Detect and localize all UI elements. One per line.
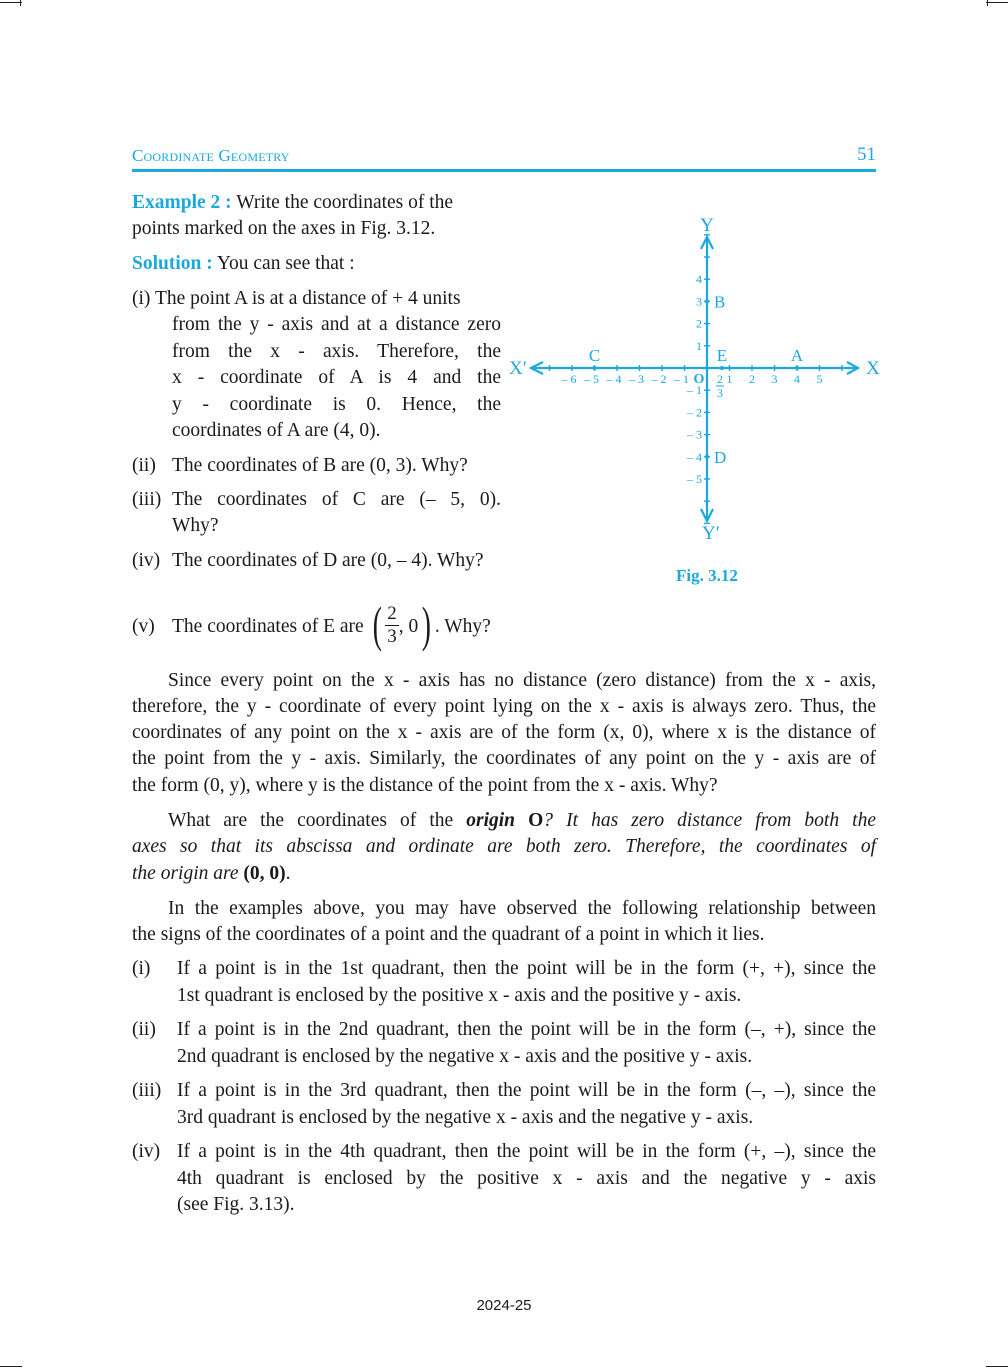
figure-caption: Fig. 3.12 (676, 566, 738, 585)
quadrant-item-marker: (iv) (132, 1141, 161, 1162)
point-b (705, 299, 709, 303)
x-tick-label: – 2 (651, 372, 667, 386)
item-ii-marker: (ii) (132, 455, 156, 476)
right-paren: ) (421, 595, 432, 652)
crop-mark (0, 2, 22, 3)
crop-mark (986, 2, 1008, 3)
quadrant-item-line1: If a point is in the 1st quadrant, then the point will be in the form (+, +), since the (177, 958, 876, 979)
example-line-1 (132, 190, 453, 217)
period: . (285, 863, 291, 884)
y-tick-label: – 3 (687, 427, 702, 442)
item-iv-text: The coordinates of D are (0, – 4). Why? (172, 550, 484, 571)
item-v-line (172, 597, 491, 657)
fraction-numerator: 2 (387, 603, 397, 625)
quadrant-item-line1: If a point is in the 3rd quadrant, then the point will be in the form (–, –), since the (177, 1080, 876, 1101)
origin-coordinates: (0, 0) (243, 863, 286, 884)
footer-year: 2024-25 (476, 1297, 532, 1314)
para2-line-1 (168, 808, 876, 835)
quadrant-item-line3: (see Fig. 3.13). (177, 1194, 295, 1215)
item-v-second-coord: , 0 (398, 616, 419, 637)
x-tick-label: – 6 (561, 372, 577, 386)
y-tick-label: – 2 (687, 405, 702, 420)
item-v-tail: . Why? (434, 616, 491, 637)
axis-label-x: X (866, 358, 880, 379)
item-iv-marker: (iv) (132, 550, 161, 571)
item-i-marker: (i) (132, 288, 151, 309)
para2-lead: What are the coordinates of the (168, 810, 454, 831)
solution-line (132, 251, 355, 278)
solution-label: Solution : (132, 253, 213, 274)
x-tick-label: 1 (726, 372, 733, 386)
para1-line: the form (0, y), where y is the distance of the point from the x - axis. Why? (132, 775, 718, 796)
point-a (795, 366, 799, 370)
quadrant-item-line2: 3rd quadrant is enclosed by the negative x - axis and the negative y - axis. (177, 1106, 754, 1128)
para2-italic: ? It has zero distance from both the (543, 810, 876, 831)
point-label-a: A (790, 346, 804, 365)
para2-line2-text: axes so that its abscissa and ordinate are both zero. Therefore, the coordinates of (132, 836, 876, 857)
quadrant-item-line2: 4th quadrant is enclosed by the positive x - axis and the negative y - axis (177, 1167, 876, 1189)
left-paren: ( (372, 595, 382, 652)
crop-mark (0, 1366, 22, 1367)
y-tick-label: 1 (696, 338, 702, 353)
quadrant-item-line2: 2nd quadrant is enclosed by the negative x - axis and the positive y - axis. (177, 1045, 753, 1067)
item-i-line-5: y - coordinate is 0. Hence, the (172, 394, 501, 415)
quadrant-item-line1: If a point is in the 2nd quadrant, then the point will be in the form (–, +), since the (177, 1019, 876, 1040)
point-d (705, 455, 709, 459)
para1-line: Since every point on the x - axis has no distance (zero distance) from the x - axis, (168, 670, 876, 691)
origin-letter: O (528, 810, 544, 831)
example-label: Example 2 : (132, 192, 232, 213)
axis-label-x-neg: X′ (509, 358, 527, 379)
item-v-marker: (v) (132, 616, 155, 637)
axis-label-y-neg: Y′ (702, 523, 720, 544)
origin-word: origin (466, 810, 516, 831)
x-tick-label: – 1 (674, 372, 689, 386)
example-prompt: Write the coordinates of the (236, 192, 454, 213)
x-tick-label: 5 (816, 372, 823, 386)
item-i-line-1 (132, 286, 461, 313)
x-tick-label: 4 (794, 372, 800, 386)
e-fraction-num: 2 (717, 372, 723, 386)
figure-3-12 (500, 205, 890, 550)
crop-mark (986, 1366, 1008, 1367)
para1-line: the point from the y - axis. Similarly, the coordinates of any point on the y - axis are of (132, 748, 876, 769)
e-fraction-den: 3 (717, 386, 723, 400)
item-ii-text: The coordinates of B are (0, 3). Why? (172, 455, 468, 476)
quadrant-item-line2: 1st quadrant is enclosed by the positive x - axis and the positive y - axis. (177, 984, 742, 1006)
para2-line-3 (132, 861, 291, 888)
para2-line3-italic: the origin are (132, 863, 239, 884)
item-i-line-2: from the y - axis and at a distance zero (172, 314, 501, 335)
y-tick-label: 4 (696, 272, 702, 287)
para3-line-2: the signs of the coordinates of a point and the quadrant of a point in which it lies. (132, 924, 765, 945)
point-e (720, 366, 724, 370)
solution-intro: You can see that : (216, 253, 355, 274)
para1-line: therefore, the y - coordinate of every point lying on the x - axis is always zero. Thus, the (132, 696, 876, 717)
y-tick-label: 2 (696, 316, 702, 331)
quadrant-item-marker: (i) (132, 958, 151, 979)
y-tick-label: – 1 (687, 383, 702, 398)
item-v-text: The coordinates of E are (172, 616, 364, 637)
item-i-line-6: coordinates of A are (4, 0). (172, 420, 381, 441)
para2-line-2 (132, 834, 876, 861)
x-tick-label: 2 (749, 372, 755, 386)
item-iii-line-1: The coordinates of C are (– 5, 0). (172, 489, 501, 510)
point-label-c: C (588, 346, 601, 365)
x-tick-label: – 5 (584, 372, 599, 386)
page-number: 51 (857, 144, 876, 165)
point-label-e: E (716, 346, 728, 365)
point-label-b: B (714, 292, 726, 312)
point-c (593, 366, 597, 370)
item-iii-marker: (iii) (132, 489, 162, 510)
fraction-denominator: 3 (387, 626, 397, 648)
y-tick-label: – 5 (687, 472, 702, 486)
para3-line-1: In the examples above, you may have observed the following relationship between (168, 898, 876, 919)
item-i-line-4: x - coordinate of A is 4 and the (172, 367, 501, 388)
crop-mark (20, 0, 21, 6)
crop-mark (987, 0, 988, 6)
quadrant-item-marker: (iii) (132, 1080, 162, 1101)
running-title: Coordinate Geometry (132, 146, 290, 165)
origin-label: O (693, 372, 705, 387)
y-tick-label: 3 (696, 294, 702, 309)
item-i-text: The point A is at a distance of + 4 units (154, 288, 461, 309)
item-iii-line-2: Why? (172, 515, 219, 536)
item-i-line-3: from the x - axis. Therefore, the (172, 341, 501, 362)
fraction-two-thirds (385, 603, 399, 648)
quadrant-item-line1: If a point is in the 4th quadrant, then the point will be in the form (+, –), since the (177, 1141, 876, 1162)
x-tick-label: – 4 (606, 372, 622, 386)
point-label-d: D (714, 447, 727, 467)
x-tick-label: – 3 (629, 372, 644, 386)
x-tick-label: 3 (771, 372, 778, 386)
header-rule (132, 169, 876, 172)
example-line-2: points marked on the axes in Fig. 3.12. (132, 218, 436, 239)
axis-label-y: Y (700, 215, 714, 236)
para1-line: coordinates of any point on the x - axis are of the form (x, 0), where x is the distance of (132, 722, 876, 743)
quadrant-item-marker: (ii) (132, 1019, 156, 1040)
y-tick-label: – 4 (687, 449, 702, 464)
